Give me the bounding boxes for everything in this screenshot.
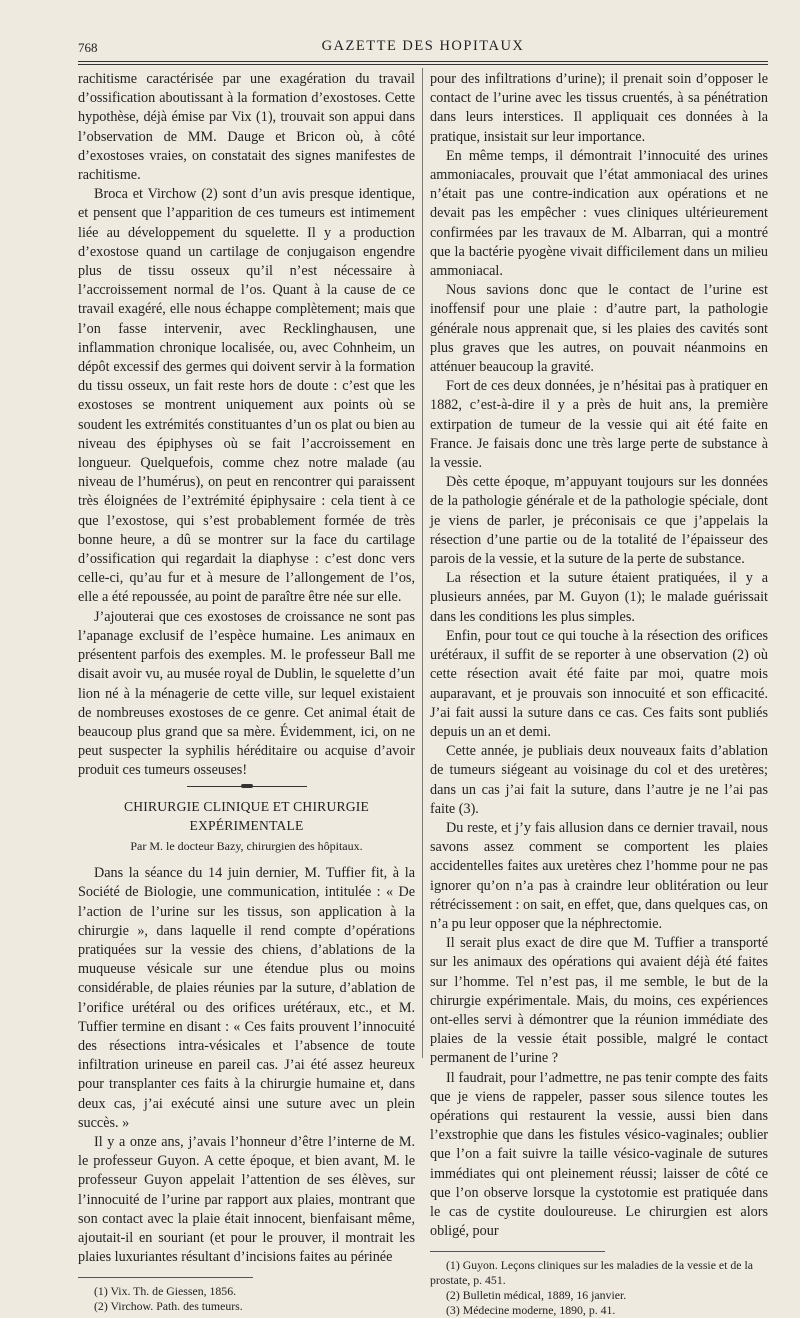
body-paragraph: En même temps, il démontrait l’innocuité des urines ammoniacales, prouvait que l’état ammoniacal des urines n’était pas une contre-indication aux opérations et ne devait pas les empêcher : vues cliniques ultérieurement confirmées par les travaux de M. Albarran, qui a montré que la bactérie pyogène vivait difficilement dans un milieu ammoniacal. [430,147,768,280]
body-paragraph: La résection et la suture étaient pratiquées, il y a plusieurs années, par M. Guyon (1); le malade guérissait dans les conditions les plus simples. [430,570,768,625]
body-paragraph: Enfin, pour tout ce qui touche à la résection des orifices urétéraux, il suffit de se reporter à une observation (2) où cette résection avait été faite par moi, quatre mois auparavant, et je prouvais son innocuité et son efficacité. J’ai fait aussi la suture dans ce cas. Ces faits sont publiés depuis un an et demi. [430,627,768,740]
left-column [78,70,415,1314]
body-paragraph: Broca et Virchow (2) sont d’un avis presque identique, et pensent que l’apparition de ces tumeurs est intimement liée au développement du squelette. Il y a production d’exostose quand un cartilage de conjugaison engendre plus de tissu osseux qu’il n’est nécessaire à l’accroissement normal de l’os. Quant à la cause de ce travail exagéré, elle nous échappe complètement; mais que l’on fasse intervenir, avec Recklinghausen, une inflammation chronique localisée, ou, avec Cohnheim, un dépôt excessif des germes qui doivent servir à la formation du tissu osseux, un fait reste hors de doute : c’est que les exostoses se montrent uniquement aux points où se soudent les extrémités constituantes d’un os plat ou bien au niveau des épiphyses où se fait l’accroissement en longueur. Quelquefois, comme chez notre malade (au niveau de l’humérus), on peut en rencontrer qui paraissent très éloignées de l’extrémité épiphysaire : cela tient à ce que l’exostose, qui s’est probablement formée de très bonne heure, a dû se montrer sur la face du cartilage d’ossification qui regardait la diaphyse : c’est donc vers celle-ci, qu’au fur et à mesure de l’allongement de l’os, elle a été repoussée, au point de paraître être née sur elle. [78,186,415,606]
footnote: (2) Virchow. Path. des tumeurs. [94,1299,243,1314]
page-header [78,36,768,58]
footnote: (3) Médecine moderne, 1890, p. 41. [446,1303,616,1318]
footnote-rule [430,1251,605,1252]
body-paragraph: Dès cette époque, m’appuyant toujours sur les données de la pathologie générale et de la pathologie spéciale, dont je viens de parler, je préconisais ce que j’appelais la résection d’une partie ou de la totalité de l’épaisseur des parois de la vessie, et la suture de la perte de substance. [430,474,768,568]
footnotes [430,1258,768,1318]
body-paragraph: Il faudrait, pour l’admettre, ne pas tenir compte des faits que je viens de rappeler, passer sous silence toutes les opérations qui restaurent la vessie, aussi bien dans l’exstrophie que dans les fistules vésico-vaginales; oublier que l’on a fait suivre la taille vésico-vaginale de sutures immédiates qui ont pleinement réussi; laisser de côté ce que l’on observe lorsque la cystotomie est pratiquée dans le cas de cystite douloureuse. Le chirurgien est alors obligé, pour [430,1069,768,1240]
page-number: 768 [78,40,98,55]
footnote-rule [78,1277,253,1278]
footnote: (1) Guyon. Leçons cliniques sur les maladies de la vessie et de la prostate, p. 451. [430,1258,753,1288]
body-paragraph: Fort de ces deux données, je n’hésitai pas à pratiquer en 1882, c’est-à-dire il y a près de huit ans, la première extirpation de tumeur de la vessie qui ait été faite en France. Je faisais donc une très large perte de substance à la vessie. [430,378,768,472]
header-rule [78,64,768,65]
footnotes [78,1284,415,1314]
column-divider [422,68,423,1058]
body-paragraph: rachitisme caractérisée par une exagération du travail d’ossification aboutissant à la formation d’exostoses. Cette hypothèse, déjà émise par Vix (1), trouvait son appui dans l’observation de MM. Dauge et Bricon où, à côté d’exostoses vraies, on constatait des signes manifestes de rachitisme. [78,71,415,184]
body-paragraph: Il y a onze ans, j’avais l’honneur d’être l’interne de M. le professeur Guyon. A cette époque, et bien avant, M. le professeur Guyon appelait l’attention de ses élèves, sur l’innocuité de l’urine par rapport aux plaies, montrant que son contact avec la plaie était innocent, bienfaisant même, ajoutait-il en souriant (et pour le prouver, il montrait les plaies luxuriantes résultant d’incisions faites au périnée [78,1133,415,1266]
body-paragraph: pour des infiltrations d’urine); il prenait soin d’opposer le contact de l’urine avec les tissus cruentés, à sa pénétration dans leurs interstices. Il appliquait ces données à la pratique, insistait sur leur importance. [430,71,768,145]
journal-title: GAZETTE DES HOPITAUX [321,38,525,54]
body-paragraph: Cette année, je publiais deux nouveaux faits d’ablation de tumeurs siégeant au voisinage du col et des uretères; dans un cas j’ai fait la suture, dans l’autre je ne l’ai pas faite (3). [430,743,768,817]
section-separator [187,786,307,787]
section-title: CHIRURGIE CLINIQUE ET CHIRURGIE EXPÉRIMENTALE [124,798,369,833]
body-paragraph: Nous savions donc que le contact de l’urine est inoffensif pour une plaie : d’autre part, la pathologie générale nous apprenait que, si les plaies des cavités sont plus graves que les autres, on pouvait néanmoins en atténuer beaucoup la gravité. [430,282,768,376]
byline: Par M. le docteur Bazy, chirurgien des hôpitaux. [130,838,363,853]
body-paragraph: Dans la séance du 14 juin dernier, M. Tuffier fit, à la Société de Biologie, une communication, intitulée : « De l’action de l’urine sur les tissus, son application à la chirurgie », dans laquelle il rend compte d’opérations pratiquées sur la vessie des chiens, d’ablations de la muqueuse vésicale sur une étendue plus ou moins considérable, de plaies réunies par la suture, d’ablation de l’orifice urétéral ou des orifices urétéraux, etc., et M. Tuffier termine en disant : « Ces faits prouvent l’innocuité des résections intra-vésicales et l’absence de toute infiltration urineuse en pareil cas. J’ai été assez heureux pour transplanter ces faits à la chirurgie humaine et, dans deux cas, j’ai exécuté ainsi une suture avec un plein succès. » [78,865,415,1131]
footnote: (1) Vix. Th. de Giessen, 1856. [94,1284,237,1299]
body-paragraph: Du reste, et j’y fais allusion dans ce dernier travail, nous savons assez comment se comportent les plaies accidentelles faites aux uretères chez l’homme pour ne pas ignorer qu’on n’a pas à craindre leur oblitération ou leur rétrécissement : on sait, en effet, que, dans quelques cas, on n’a pu leur opposer que la néphrectomie. [430,819,768,932]
body-paragraph: Il serait plus exact de dire que M. Tuffier a transporté sur les animaux des opérations qui avaient déjà été faites sur l’homme. Tel n’est pas, il me semble, le but de la chirurgie expérimentale. Mais, du moins, ces expériences ont-elles servi à démontrer que la réunion immédiate des plaies de la vessie était possible, malgré le contact permanent de l’urine ? [430,935,768,1067]
header-rule [78,61,768,62]
footnote: (2) Bulletin médical, 1889, 16 janvier. [446,1288,627,1303]
body-paragraph: J’ajouterai que ces exostoses de croissance ne sont pas l’apanage exclusif de l’espèce humaine. Les animaux en présentent parfois des exemples. M. le professeur Ball me disait avoir vu, au musée royal de Dublin, le squelette d’un lion né à la ménagerie de cette ville, sur lequel existaient de nombreuses exostoses de ce genre. Cet animal était de beaucoup plus grand que sa mère. Évidemment, ici, on ne peut suspecter la syphilis héréditaire ou acquise d’avoir produit ces tumeurs osseuses! [78,608,415,779]
right-column [430,70,768,1318]
